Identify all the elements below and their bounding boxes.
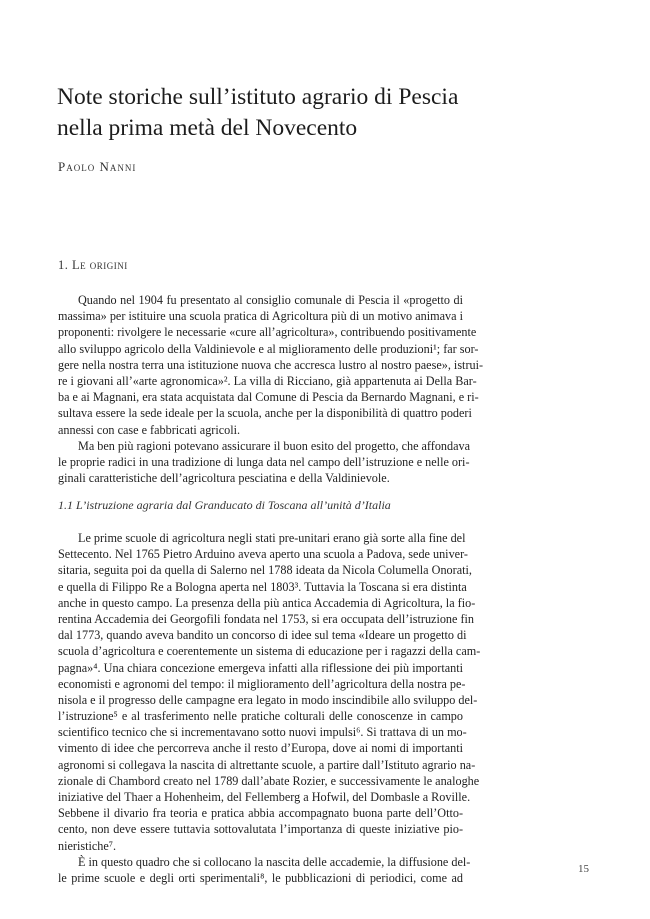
paragraph-3	[58, 530, 481, 854]
page-number: 15	[578, 863, 589, 875]
text-line: economisti e agronomi del tempo: il miglioramento dell’agricoltura della nostra pe-	[58, 676, 466, 691]
text-line: È in questo quadro che si collocano la nascita delle accademie, la diffusione del-	[78, 855, 471, 869]
text-line: nieristiche⁷.	[58, 838, 117, 853]
text-line: Quando nel 1904 fu presentato al consiglio comunale di Pescia il «progetto di	[78, 293, 463, 307]
text-line: vimento di idee che percorreva anche il resto d’Europa, dove ai nomi di importanti	[58, 741, 463, 756]
text-line: Sebbene il divario fra teoria e pratica abbia accompagnato buona parte dell’Otto-	[58, 806, 463, 821]
paragraph-1	[58, 292, 484, 438]
paragraph-4	[58, 854, 471, 886]
title-line: Note storiche sull’istituto agrario di Pescia	[57, 84, 459, 110]
text-line: nisola e il progresso delle campagne era legato in modo inscindibile allo sviluppo del-	[58, 692, 478, 707]
paragraph-2	[58, 438, 471, 487]
text-line: sitaria, seguita poi da quella di Salerno nel 1788 ideata da Nicola Columella Onorati,	[58, 563, 472, 578]
text-line: annessi con case e fabbricati agricoli.	[58, 422, 241, 437]
text-line: agronomi si collegava la nascita di altrettante scuole, a partire dall’Istituto agrario na-	[58, 757, 476, 772]
text-line: cento, non deve essere tuttavia sottovalutata l’importanza di queste iniziative pio-	[58, 822, 463, 837]
article-title	[57, 82, 577, 144]
text-line: proponenti: rivolgere le necessarie «cure all’agricoltura», contribuendo positivamente	[58, 325, 477, 340]
text-line: re i giovani all’«arte agronomica»². La villa di Ricciano, già appartenuta ai Della Bar-	[58, 373, 477, 388]
text-line: massima» per istituire una scuola pratica di Agricoltura più di un motivo animava i	[58, 309, 463, 324]
text-line: l’istruzione⁵ e al trasferimento nelle pratiche colturali delle conoscenze in campo	[58, 709, 463, 724]
text-line: rentina Accademia dei Georgofili fondata nel 1753, si era occupata dell’istruzione fin	[58, 611, 475, 626]
text-line: sultava essere la sede ideale per la scuola, anche per la disponibilità di quattro poderi	[58, 406, 472, 421]
text-line: anche in questo campo. La presenza della più antica Accademia di Agricoltura, la fio-	[58, 595, 476, 610]
text-line: scuola d’agricoltura e coerentemente un sistema di educazione per i ragazzi della cam-	[58, 644, 481, 659]
text-line: pagna»⁴. Una chiara concezione emergeva infatti alla riflessione dei più importanti	[58, 660, 463, 675]
title-line: nella prima metà del Novecento	[57, 115, 358, 141]
section-heading: 1. Le origini	[58, 258, 128, 272]
text-line: ba e ai Magnani, era stata acquistata dal Comune di Pescia da Bernardo Magnani, e ri-	[58, 390, 479, 405]
text-line: zionale di Chambord creato nel 1789 dall’abate Rozier, e successivamente le analoghe	[58, 773, 480, 788]
text-line: ginali caratteristiche dell’agricoltura pesciatina e della Valdinievole.	[58, 471, 390, 486]
text-line: dal 1773, quando aveva bandito un concorso di idee sul tema «Ideare un progetto di	[58, 628, 467, 643]
text-line: le prime scuole e degli orti sperimentali⁸, le pubblicazioni di periodici, come ad	[58, 871, 463, 886]
text-line: e quella di Filippo Re a Bologna aperta nel 1803³. Tuttavia la Toscana si era distinta	[58, 579, 467, 594]
text-line: iniziative del Thaer a Hohenheim, del Fellemberg a Hofwil, del Dombasle a Roville.	[58, 790, 471, 804]
text-line: allo sviluppo agricolo della Valdinievole e al miglioramento delle produzioni¹; far sor-	[58, 341, 479, 356]
text-line: Settecento. Nel 1765 Pietro Arduino aveva aperto una scuola a Padova, sede univer-	[58, 547, 468, 562]
author-name: Paolo Nanni	[58, 159, 137, 174]
text-line: gere nella nostra terra una istituzione nuova che accresca lustro al nostro paese», istrui-	[58, 357, 484, 372]
text-line: le proprie radici in una tradizione di lunga data nel campo dell’istruzione e nelle ori-	[58, 454, 470, 469]
text-line: scientifico tecnico che si incrementavano sotto nuovi impulsi⁶. Si trattava di un mo-	[58, 725, 467, 740]
text-line: Le prime scuole di agricoltura negli stati pre-unitari erano già sorte alla fine del	[78, 531, 466, 545]
subsection-heading: 1.1 L’istruzione agraria dal Granducato di Toscana all’unità d’Italia	[58, 498, 391, 512]
text-line: Ma ben più ragioni potevano assicurare il buon esito del progetto, che affondava	[78, 438, 471, 453]
